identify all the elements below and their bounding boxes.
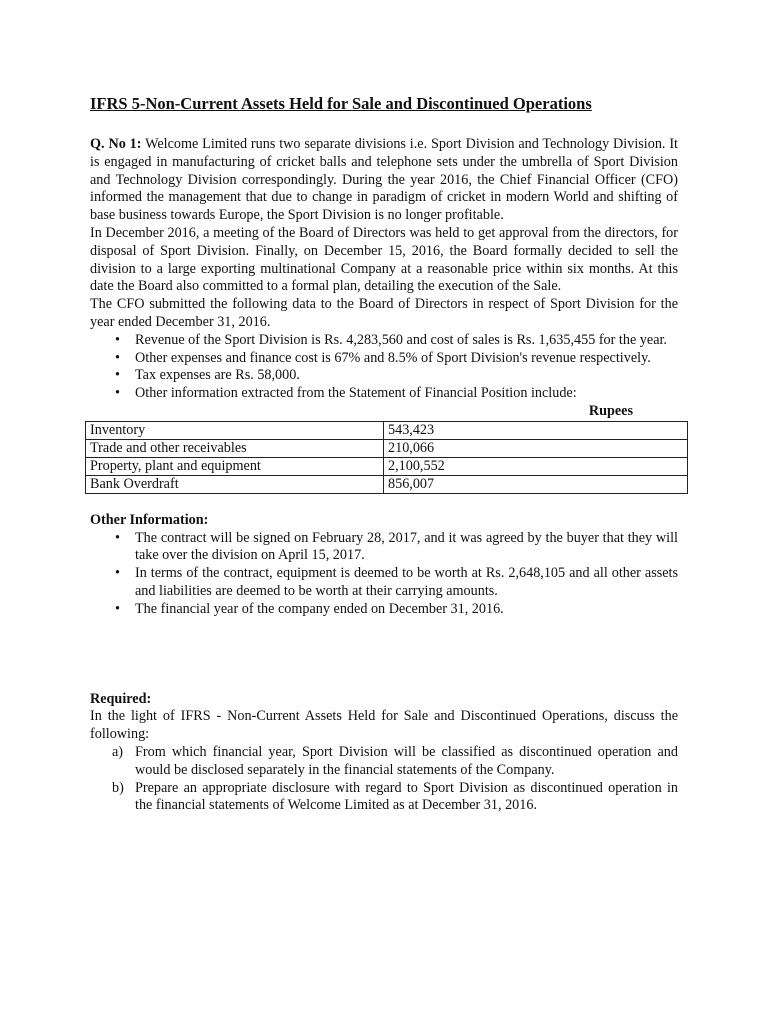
item-marker: b) — [112, 779, 124, 796]
list-item: • Revenue of the Sport Division is Rs. 4,283,560 and cost of sales is Rs. 1,635,455 for the year. — [115, 331, 667, 348]
list-item: a) From which financial year, Sport Division will be classified as discontinued operation and would be disclosed separately in the financial statements of the Company. — [112, 743, 678, 778]
page-title: IFRS 5-Non-Current Assets Held for Sale and Discontinued Operations — [90, 94, 592, 113]
required-intro: In the light of IFRS - Non-Current Assets Held for Sale and Discontinued Operations, discuss the following: — [90, 708, 678, 743]
currency-header: Rupees — [588, 402, 633, 419]
bullet-icon: • — [115, 529, 120, 546]
question-intro — [90, 136, 678, 225]
question-body — [90, 136, 678, 815]
table-cell-label: Property, plant and equipment — [86, 457, 384, 475]
list-item: • Other information extracted from the Statement of Financial Position include: — [115, 385, 577, 402]
table-cell-value: 856,007 — [384, 475, 688, 493]
required-list — [90, 744, 678, 815]
table-row — [86, 457, 688, 475]
bullet-icon: • — [115, 600, 120, 617]
other-information-heading: Other Information: — [90, 511, 209, 528]
cfo-data-paragraph: The CFO submitted the following data to the Board of Directors in respect of Sport Division for the year ended December 31, 2016. — [90, 296, 678, 330]
list-item: b) Prepare an appropriate disclosure with regard to Sport Division as discontinued operation in the financial statements of Welcome Limited as at December 31, 2016. — [112, 779, 678, 814]
bullet-icon: • — [115, 331, 120, 348]
financial-position-table — [85, 421, 688, 494]
table-row — [86, 439, 688, 457]
table-cell-label: Trade and other receivables — [86, 439, 384, 457]
other-information-list — [90, 530, 678, 619]
table-row — [86, 475, 688, 493]
bullet-icon: • — [115, 385, 120, 402]
list-item: • The financial year of the company ended on December 31, 2016. — [115, 600, 504, 617]
item-marker: a) — [112, 743, 124, 760]
table-cell-value: 543,423 — [384, 421, 688, 439]
bullet-icon: • — [115, 367, 120, 384]
bullet-icon: • — [115, 349, 120, 366]
table-cell-value: 2,100,552 — [384, 457, 688, 475]
required-heading: Required: — [90, 690, 152, 707]
table-cell-label: Bank Overdraft — [86, 475, 384, 493]
question-label: Q. No 1: — [90, 136, 142, 152]
table-cell-value: 210,066 — [384, 439, 688, 457]
table-row — [86, 421, 688, 439]
list-item: • The contract will be signed on February 28, 2017, and it was agreed by the buyer that they will take over the division on April 15, 2017. — [115, 529, 678, 564]
board-meeting-paragraph: In December 2016, a meeting of the Board of Directors was held to get approval from the directors, for disposal of Sport Division. Finally, on December 15, 2016, the Board formally decided to sell the division to a large exporting multinational Company at a reasonable price within six months. At this date the Board also committed to a formal plan, detailing the execution of the Sale. — [90, 224, 678, 295]
question-intro-text: Welcome Limited runs two separate divisions i.e. Sport Division and Technology Division. It is engaged in manufacturing of cricket balls and telephone sets under the umbrella of Sport Division and Technology Division correspondingly. During the year 2016, the Chief Financial Officer (CFO) informed the management that due to change in paradigm of cricket in modern World and shifting of base business towards Europe, the Sport Division is no longer profitable. — [90, 136, 678, 224]
list-item: • In terms of the contract, equipment is deemed to be worth at Rs. 2,648,105 and all other assets and liabilities are deemed to be worth at their carrying amounts. — [115, 565, 678, 599]
list-item: • Other expenses and finance cost is 67% and 8.5% of Sport Division's revenue respectively. — [115, 349, 651, 366]
cfo-data-list — [90, 332, 678, 403]
list-item: • Tax expenses are Rs. 58,000. — [115, 367, 300, 384]
bullet-icon: • — [115, 565, 120, 582]
table-cell-label: Inventory — [86, 421, 384, 439]
